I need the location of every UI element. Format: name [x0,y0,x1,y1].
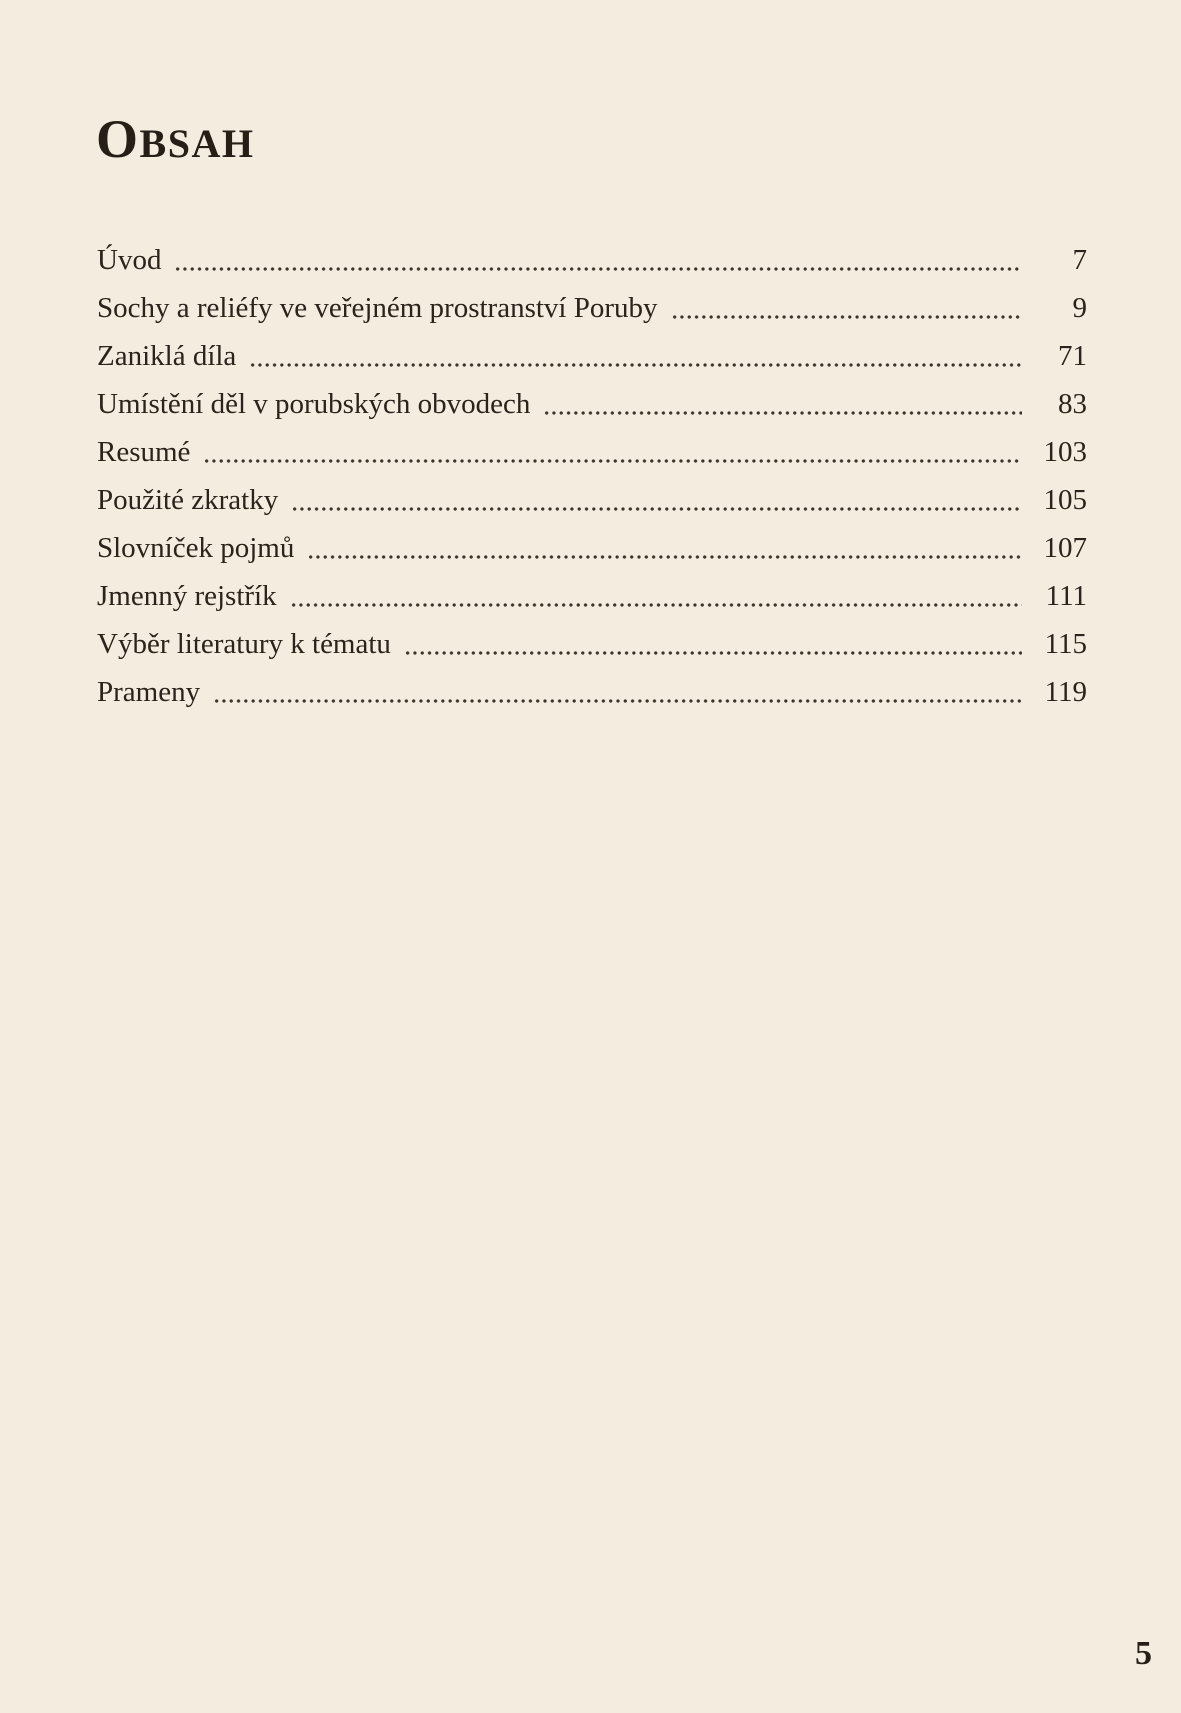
toc-entry [97,236,1087,284]
toc-entry-page: 71 [1058,340,1087,372]
toc-leader-dots [404,620,1022,668]
toc-entry-label: Slovníček pojmů [97,532,295,564]
toc-entry-page: 107 [1043,532,1087,564]
toc-entry-page: 111 [1045,580,1087,612]
toc-entry [97,284,1087,332]
toc-leader-dots [291,476,1022,524]
toc-list [97,236,1087,716]
toc-entry-label: Prameny [97,676,201,708]
toc-entry-label: Použité zkratky [97,484,279,516]
toc-leader-dots [290,572,1022,620]
toc-entry [97,380,1087,428]
toc-entry-label: Resumé [97,436,191,468]
toc-entry [97,524,1087,572]
toc-entry [97,476,1087,524]
page-title-rest: BSAH [139,121,255,166]
toc-leader-dots [213,668,1022,716]
toc-entry-label: Zaniklá díla [97,340,237,372]
toc-entry [97,428,1087,476]
toc-entry-label: Umístění děl v porubských obvodech [97,388,531,420]
toc-entry-page: 119 [1044,676,1087,708]
page-title-initial: O [96,109,140,169]
toc-entry [97,572,1087,620]
toc-leader-dots [671,284,1022,332]
toc-leader-dots [174,236,1022,284]
toc-entry-label: Výběr literatury k tématu [97,628,391,660]
toc-entry-page: 9 [1072,292,1087,324]
page-title [96,109,255,169]
toc-entry-page: 105 [1043,484,1087,516]
toc-entry [97,332,1087,380]
toc-entry-label: Jmenný rejstřík [97,580,277,612]
toc-leader-dots [543,380,1022,428]
toc-leader-dots [307,524,1022,572]
toc-entry-page: 103 [1043,436,1087,468]
page-number: 5 [1135,1635,1152,1672]
toc-entry-label: Sochy a reliéfy ve veřejném prostranství Poruby [97,292,658,324]
toc-entry [97,620,1087,668]
toc-leader-dots [249,332,1022,380]
toc-entry-label: Úvod [97,244,162,276]
toc-entry-page: 7 [1072,244,1087,276]
toc-entry [97,668,1087,716]
toc-entry-page: 115 [1044,628,1087,660]
toc-leader-dots [203,428,1022,476]
toc-entry-page: 83 [1058,388,1087,420]
